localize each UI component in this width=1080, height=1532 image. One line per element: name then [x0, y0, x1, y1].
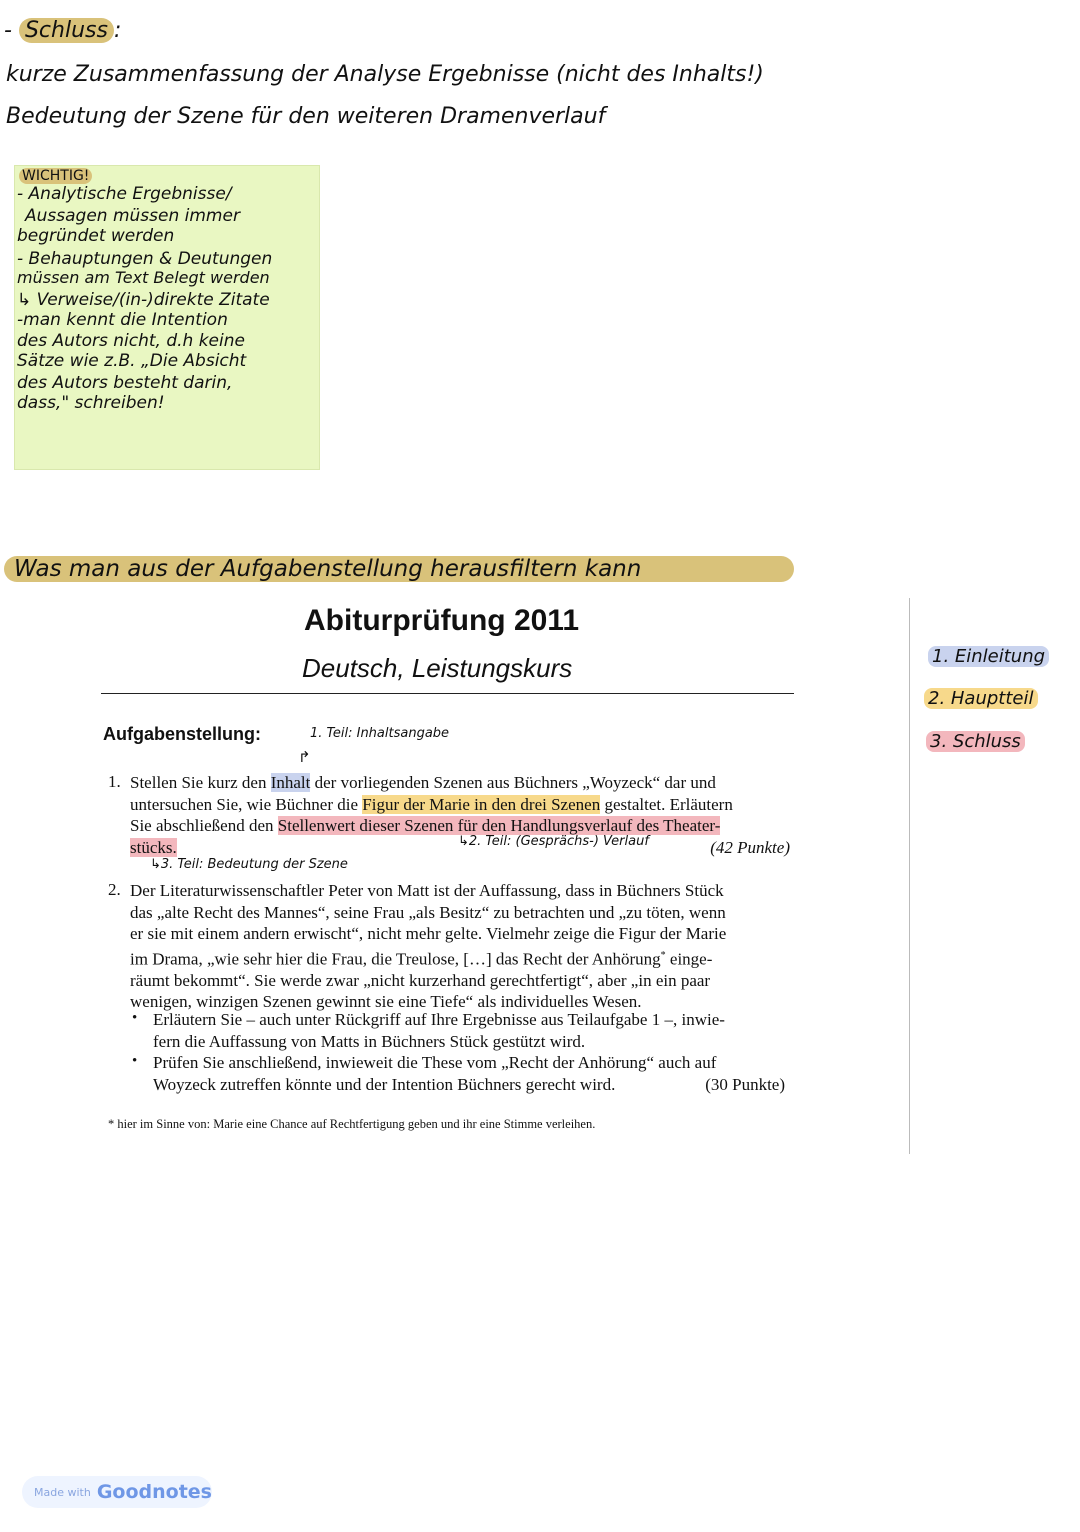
task1-number: 1. [108, 772, 121, 791]
conclusion-title: Schluss [19, 18, 114, 43]
task2-points: (30 Punkte) [705, 1074, 785, 1094]
bullet-line: Woyzeck zutreffen könnte und der Intention Büchners gerecht wird. (30 Punkte) [153, 1074, 785, 1094]
bullet-symbol: • [132, 1053, 138, 1069]
sticky-line: -man kennt die Intention [17, 310, 228, 330]
badge-made-with: Made with [34, 1485, 91, 1499]
task1-line: untersuchen Sie, wie Büchner die Figur der Marie in den drei Szenen gestaltet. Erläutern [130, 794, 733, 814]
sticky-line: - Analytische Ergebnisse/ [17, 184, 232, 204]
footnote: * hier im Sinne von: Marie eine Chance auf Rechtfertigung geben und ihr eine Stimme verleihen. [108, 1117, 596, 1131]
sticky-line: ↳ Verweise/(in-)direkte Zitate [17, 290, 270, 310]
highlight-stellenwert: Stellenwert dieser Szenen für den Handlungsverlauf des Theater- [277, 816, 721, 835]
sticky-line: des Autors besteht darin, [17, 373, 233, 393]
asterisk: * [660, 949, 666, 961]
task-label: Aufgabenstellung: [103, 724, 261, 744]
exam-subtitle: Deutsch, Leistungskurs [302, 653, 573, 683]
task1-line: Stellen Sie kurz den Inhalt der vorliegenden Szenen aus Büchners „Woyzeck“ dar und [130, 773, 716, 792]
sticky-line: dass," schreiben! [17, 393, 165, 413]
task2-text [130, 880, 790, 1013]
bullet-item [153, 1052, 785, 1095]
task1-line: Sie abschließend den Stellenwert dieser Szenen für den Handlungsverlauf des Theater- [130, 816, 721, 835]
dash: - [4, 18, 12, 43]
sticky-header: WICHTIG! [19, 168, 92, 184]
bullet-line: Prüfen Sie anschließend, inwieweit die These vom „Recht der Anhörung“ auch auf [153, 1053, 717, 1072]
annotation-arrow: ↱ [298, 748, 311, 766]
task1-points: (42 Punkte) [710, 837, 790, 857]
goodnotes-badge [22, 1476, 212, 1508]
sticky-line: - Behauptungen & Deutungen [17, 249, 273, 269]
task2-line: das „alte Recht des Mannes“, seine Frau „als Besitz“ zu betrachten und „zu töten, wenn [130, 902, 726, 922]
exam-title: Abiturprüfung 2011 [304, 604, 580, 637]
annotation-teil1: 1. Teil: Inhaltsangabe [310, 726, 450, 741]
highlight-figur: Figur der Marie in den drei Szenen [362, 794, 601, 814]
conclusion-line-2: Bedeutung der Szene für den weiteren Dramenverlauf [6, 104, 606, 129]
sticky-line: des Autors nicht, d.h keine [17, 331, 245, 351]
bullet-symbol: • [132, 1010, 138, 1026]
sticky-line: begründet werden [17, 226, 175, 246]
sticky-line: Sätze wie z.B. „Die Absicht [17, 351, 247, 371]
annotation-teil2: ↳2. Teil: (Gesprächs-) Verlauf [458, 834, 649, 849]
task2-line: räumt bekommt“. Sie werde zwar „nicht kurzerhand gerechtfertigt“, aber „in ein paar [130, 970, 711, 990]
structure-item-einleitung: 1. Einleitung [928, 646, 1049, 667]
sticky-line: müssen am Text Belegt werden [17, 268, 270, 287]
highlight-stuecks: stücks. [130, 837, 177, 857]
highlight-inhalt: Inhalt [270, 773, 311, 792]
exam-divider [101, 693, 794, 694]
badge-brand: Goodnotes [96, 1481, 212, 1503]
conclusion-heading [4, 18, 121, 43]
structure-item-hauptteil: 2. Hauptteil [924, 688, 1038, 709]
sticky-line: Aussagen müssen immer [25, 206, 240, 226]
conclusion-line-1: kurze Zusammenfassung der Analyse Ergebnisse (nicht des Inhalts!) [6, 62, 764, 87]
margin-rule [909, 598, 910, 1154]
task2-line: wenigen, winzigen Szenen gewinnt sie eine Tiefe“ als individuelles Wesen. [130, 992, 642, 1012]
task2-number: 2. [108, 880, 121, 899]
colon: : [113, 18, 122, 43]
task2-line: Der Literaturwissenschaftler Peter von Matt ist der Auffassung, dass in Büchners Stück [130, 881, 724, 900]
bullet-line: fern die Auffassung von Matts in Büchners Stück gestützt wird. [153, 1031, 586, 1051]
structure-item-schluss: 3. Schluss [926, 731, 1025, 752]
filter-heading: Was man aus der Aufgabenstellung herausfiltern kann [4, 556, 794, 582]
task2-line: im Drama, „wie sehr hier die Frau, die Treulose, […] das Recht der Anhörung* einge- [130, 949, 713, 969]
task2-line: er sie mit einem andern erwischt“, nicht mehr gelte. Vielmehr zeige die Figur der Marie [130, 924, 727, 943]
bullet-line: Erläutern Sie – auch unter Rückgriff auf Ihre Ergebnisse aus Teilaufgabe 1 –, inwie- [153, 1010, 725, 1029]
bullet-item [153, 1009, 790, 1052]
annotation-teil3: ↳3. Teil: Bedeutung der Szene [150, 857, 348, 872]
important-sticky-note [14, 165, 320, 470]
